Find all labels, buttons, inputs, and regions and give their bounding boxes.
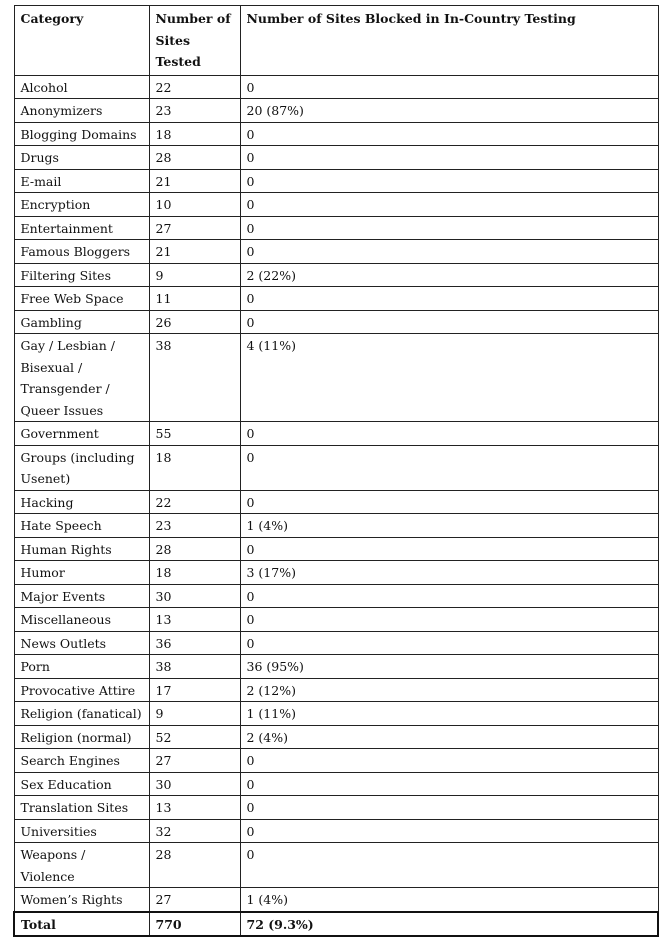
sites-blocked-cell: 36 (95%): [240, 655, 658, 679]
sites-blocked-cell: 0: [240, 75, 658, 99]
sites-tested-cell: 30: [149, 584, 240, 608]
table-row: [14, 169, 658, 193]
table-row: [14, 193, 658, 217]
sites-tested-cell: 30: [149, 772, 240, 796]
table-row: [14, 843, 658, 888]
table-row: [14, 772, 658, 796]
sites-blocked-cell: 0: [240, 819, 658, 843]
sites-blocked-cell: 2 (12%): [240, 678, 658, 702]
category-cell: Women’s Rights: [14, 888, 149, 912]
sites-tested-cell: 23: [149, 99, 240, 123]
table-row: [14, 584, 658, 608]
sites-blocked-cell: 4 (11%): [240, 334, 658, 422]
category-cell: Humor: [14, 561, 149, 585]
table-row: [14, 445, 658, 490]
category-cell: Gay / Lesbian / Bisexual / Transgender / Queer Issues: [14, 334, 149, 422]
sites-blocked-cell: 0: [240, 193, 658, 217]
category-cell: Human Rights: [14, 537, 149, 561]
sites-tested-cell: 17: [149, 678, 240, 702]
sites-tested-cell: 22: [149, 490, 240, 514]
category-cell: Encryption: [14, 193, 149, 217]
table-row: [14, 287, 658, 311]
sites-tested-cell: 55: [149, 422, 240, 446]
sites-tested-cell: 9: [149, 702, 240, 726]
sites-blocked-cell: 0: [240, 216, 658, 240]
sites-tested-cell: 38: [149, 655, 240, 679]
category-cell: Search Engines: [14, 749, 149, 773]
category-cell: News Outlets: [14, 631, 149, 655]
sites-blocked-cell: 0: [240, 608, 658, 632]
category-cell: Blogging Domains: [14, 122, 149, 146]
sites-tested-cell: 36: [149, 631, 240, 655]
sites-blocked-cell: 0: [240, 310, 658, 334]
sites-blocked-cell: 1 (4%): [240, 888, 658, 912]
header-sites-tested: Number of Sites Tested: [149, 6, 240, 76]
blocked-sites-table: [13, 5, 659, 937]
sites-blocked-cell: 0: [240, 843, 658, 888]
category-cell: Religion (fanatical): [14, 702, 149, 726]
table-row: [14, 537, 658, 561]
sites-tested-cell: 18: [149, 561, 240, 585]
table-body: [14, 75, 658, 912]
table-row: [14, 608, 658, 632]
table-row: [14, 796, 658, 820]
header-sites-blocked: Number of Sites Blocked in In-Country Testing: [240, 6, 658, 76]
sites-blocked-cell: 2 (22%): [240, 263, 658, 287]
sites-tested-cell: 28: [149, 537, 240, 561]
table-row: [14, 240, 658, 264]
sites-tested-cell: 23: [149, 514, 240, 538]
table-row: [14, 702, 658, 726]
header-category: Category: [14, 6, 149, 76]
sites-tested-cell: 18: [149, 445, 240, 490]
sites-tested-cell: 28: [149, 843, 240, 888]
table-row: [14, 725, 658, 749]
category-cell: Filtering Sites: [14, 263, 149, 287]
sites-tested-cell: 21: [149, 240, 240, 264]
table-row: [14, 749, 658, 773]
sites-tested-cell: 32: [149, 819, 240, 843]
table-row: [14, 422, 658, 446]
table-row: [14, 655, 658, 679]
sites-blocked-cell: 0: [240, 445, 658, 490]
category-cell: Provocative Attire: [14, 678, 149, 702]
category-cell: Famous Bloggers: [14, 240, 149, 264]
sites-blocked-cell: 0: [240, 146, 658, 170]
table-row: [14, 631, 658, 655]
category-cell: Universities: [14, 819, 149, 843]
category-cell: Free Web Space: [14, 287, 149, 311]
sites-tested-cell: 11: [149, 287, 240, 311]
sites-blocked-cell: 3 (17%): [240, 561, 658, 585]
sites-tested-cell: 28: [149, 146, 240, 170]
total-row: [14, 912, 658, 937]
sites-blocked-cell: 0: [240, 537, 658, 561]
category-cell: Hacking: [14, 490, 149, 514]
sites-tested-cell: 18: [149, 122, 240, 146]
table-row: [14, 263, 658, 287]
table-row: [14, 122, 658, 146]
sites-tested-cell: 27: [149, 749, 240, 773]
sites-blocked-cell: 0: [240, 749, 658, 773]
table-row: [14, 490, 658, 514]
sites-tested-cell: 27: [149, 888, 240, 912]
table-row: [14, 310, 658, 334]
table-container: [13, 5, 659, 937]
sites-blocked-cell: 0: [240, 240, 658, 264]
category-cell: Alcohol: [14, 75, 149, 99]
sites-blocked-cell: 0: [240, 796, 658, 820]
sites-tested-cell: 10: [149, 193, 240, 217]
table-row: [14, 819, 658, 843]
sites-tested-cell: 9: [149, 263, 240, 287]
category-cell: Drugs: [14, 146, 149, 170]
sites-blocked-cell: 0: [240, 287, 658, 311]
sites-tested-cell: 27: [149, 216, 240, 240]
sites-tested-cell: 13: [149, 608, 240, 632]
table-row: [14, 678, 658, 702]
sites-blocked-cell: 0: [240, 631, 658, 655]
sites-blocked-cell: 0: [240, 169, 658, 193]
total-label: Total: [14, 912, 149, 937]
category-cell: Hate Speech: [14, 514, 149, 538]
category-cell: Anonymizers: [14, 99, 149, 123]
table-row: [14, 75, 658, 99]
sites-blocked-cell: 0: [240, 490, 658, 514]
category-cell: Entertainment: [14, 216, 149, 240]
sites-blocked-cell: 0: [240, 122, 658, 146]
sites-tested-cell: 22: [149, 75, 240, 99]
table-row: [14, 514, 658, 538]
sites-tested-cell: 38: [149, 334, 240, 422]
category-cell: Major Events: [14, 584, 149, 608]
category-cell: Translation Sites: [14, 796, 149, 820]
sites-tested-cell: 21: [149, 169, 240, 193]
table-row: [14, 146, 658, 170]
sites-blocked-cell: 20 (87%): [240, 99, 658, 123]
table-row: [14, 888, 658, 912]
table-row: [14, 334, 658, 422]
sites-blocked-cell: 1 (11%): [240, 702, 658, 726]
category-cell: Religion (normal): [14, 725, 149, 749]
category-cell: Miscellaneous: [14, 608, 149, 632]
category-cell: Government: [14, 422, 149, 446]
sites-blocked-cell: 0: [240, 422, 658, 446]
table-header-row: [14, 6, 658, 76]
sites-tested-cell: 26: [149, 310, 240, 334]
category-cell: Gambling: [14, 310, 149, 334]
sites-blocked-cell: 1 (4%): [240, 514, 658, 538]
table-row: [14, 99, 658, 123]
category-cell: Weapons / Violence: [14, 843, 149, 888]
table-row: [14, 216, 658, 240]
total-blocked: 72 (9.3%): [240, 912, 658, 937]
sites-blocked-cell: 2 (4%): [240, 725, 658, 749]
category-cell: Porn: [14, 655, 149, 679]
sites-blocked-cell: 0: [240, 772, 658, 796]
sites-tested-cell: 13: [149, 796, 240, 820]
category-cell: E-mail: [14, 169, 149, 193]
category-cell: Sex Education: [14, 772, 149, 796]
category-cell: Groups (including Usenet): [14, 445, 149, 490]
sites-tested-cell: 52: [149, 725, 240, 749]
total-tested: 770: [149, 912, 240, 937]
sites-blocked-cell: 0: [240, 584, 658, 608]
table-row: [14, 561, 658, 585]
